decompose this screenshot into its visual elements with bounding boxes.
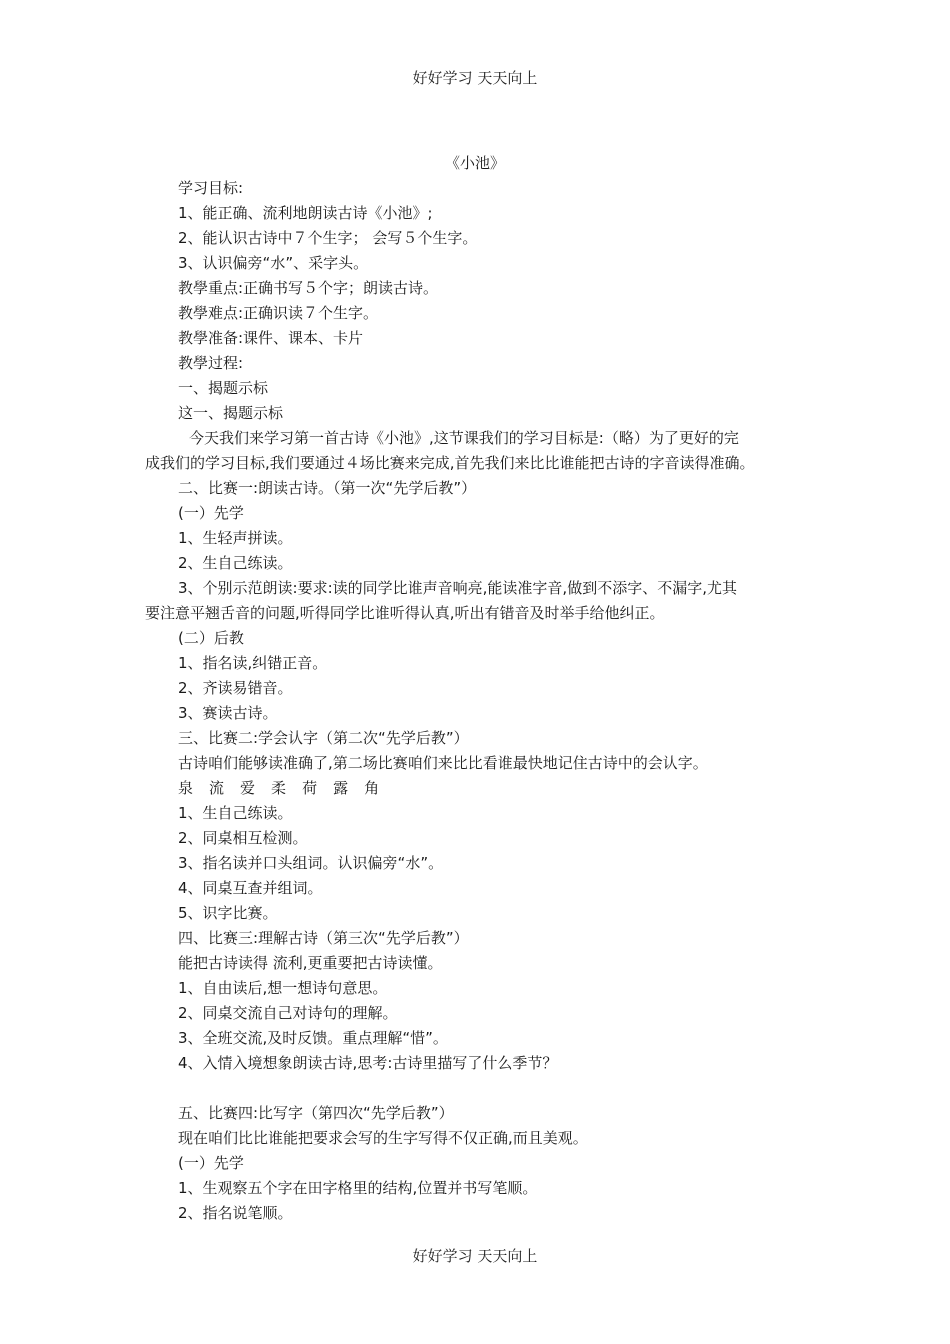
section-heading: 四、比赛三:理解古诗（第三次“先学后教”） <box>178 929 469 947</box>
text-line: 教學重点:正确书写５个字；朗读古诗。 <box>178 279 439 297</box>
text-line: 2、同桌相互检测。 <box>178 829 308 847</box>
paragraph-line: 要注意平翘舌音的问题,听得同学比谁听得认真,听出有错音及时举手给他纠正。 <box>145 604 665 622</box>
document-body <box>0 178 950 1228</box>
character: 柔 <box>271 779 287 797</box>
text-line: 1、能正确、流利地朗读古诗《小池》; <box>178 204 433 222</box>
text-line: 2、能认识古诗中７个生字； 会写５个生字。 <box>178 229 478 247</box>
section-heading: 五、比赛四:比写字（第四次“先学后教”） <box>178 1104 454 1122</box>
text-line: 教學准备:课件、课本、卡片 <box>178 329 364 347</box>
document-title: 《小池》 <box>444 154 505 172</box>
text-line: 1、生观察五个字在田字格里的结构,位置并书写笔顺。 <box>178 1179 538 1197</box>
page-footer: 好好学习 天天向上 <box>412 1247 538 1265</box>
section-heading: 二、比赛一:朗读古诗。（第一次“先学后教”） <box>178 479 477 497</box>
text-line: 2、齐读易错音。 <box>178 679 293 697</box>
text-line: 学习目标: <box>178 179 244 197</box>
text-line: 3、赛读古诗。 <box>178 704 278 722</box>
text-line: 2、同桌交流自己对诗句的理解。 <box>178 1004 398 1022</box>
text-line: (二）后教 <box>178 629 244 647</box>
text-line: 1、自由读后,想一想诗句意思。 <box>178 979 388 997</box>
text-line: 4、同桌互查并组词。 <box>178 879 323 897</box>
text-line: 3、全班交流,及时反馈。重点理解“惜”。 <box>178 1029 448 1047</box>
text-line: 教學过程: <box>178 354 244 372</box>
text-line: 这一、揭题示标 <box>178 404 284 422</box>
text-line: 3、指名读并口头组词。认识偏旁“水”。 <box>178 854 444 872</box>
blank-line <box>0 1078 950 1103</box>
page-header: 好好学习 天天向上 <box>412 69 538 87</box>
character: 泉 <box>178 779 194 797</box>
section-heading: 三、比赛二:学会认字（第二次“先学后教”） <box>178 729 469 747</box>
text-line: 5、识字比赛。 <box>178 904 278 922</box>
section-heading: 一、揭题示标 <box>178 379 269 397</box>
text-line: (一）先学 <box>178 1154 244 1172</box>
paragraph-line: 今天我们来学习第一首古诗《小池》,这节课我们的学习目标是:（略）为了更好的完 <box>189 429 739 447</box>
text-line: (一）先学 <box>178 504 244 522</box>
paragraph-line: 成我们的学习目标,我们要通过４场比赛来完成,首先我们来比比谁能把古诗的字音读得准确。 <box>145 454 755 472</box>
character: 露 <box>333 779 349 797</box>
text-line: 2、生自己练读。 <box>178 554 293 572</box>
character: 角 <box>364 779 380 797</box>
character: 荷 <box>302 779 318 797</box>
text-line: 2、指名说笔顺。 <box>178 1204 293 1222</box>
text-line: 现在咱们比比谁能把要求会写的生字写得不仅正确,而且美观。 <box>178 1129 588 1147</box>
text-line: 1、指名读,纠错正音。 <box>178 654 328 672</box>
paragraph-line: 3、个别示范朗读:要求:读的同学比谁声音响亮,能读准字音,做到不添字、不漏字,尤其 <box>178 579 737 597</box>
text-line: 1、生自己练读。 <box>178 804 293 822</box>
text-line: 古诗咱们能够读准确了,第二场比赛咱们来比比看谁最快地记住古诗中的会认字。 <box>178 754 708 772</box>
text-line: 3、认识偏旁“水”、采字头。 <box>178 254 369 272</box>
text-line: 教學难点:正确识读７个生字。 <box>178 304 379 322</box>
text-line: 能把古诗读得 流利,更重要把古诗读懂。 <box>178 954 443 972</box>
character: 爱 <box>240 779 256 797</box>
character: 流 <box>209 779 225 797</box>
text-line: 1、生轻声拼读。 <box>178 529 293 547</box>
text-line: 4、入情入境想象朗读古诗,思考:古诗里描写了什么季节？ <box>178 1054 558 1072</box>
character-list <box>0 778 950 803</box>
